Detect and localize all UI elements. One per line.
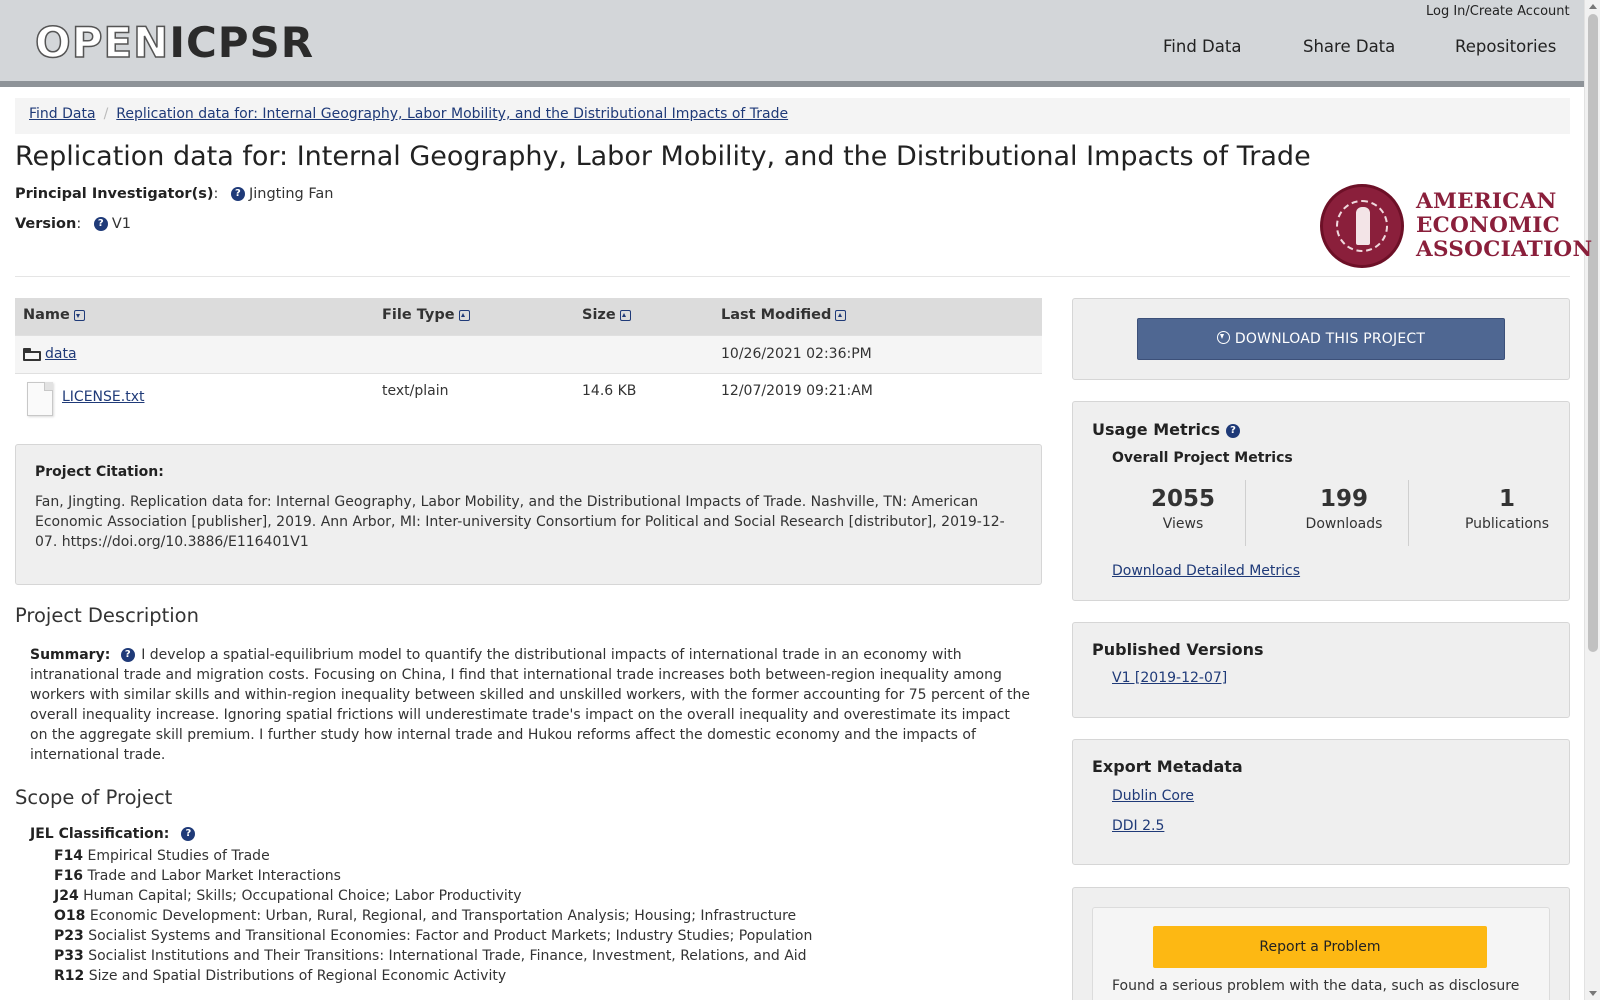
file-icon [27,382,53,416]
folder-icon [23,348,41,361]
sort-up-icon[interactable] [459,310,470,321]
page-title: Replication data for: Internal Geography, Labor Mobility, and the Distributional Impacts of Trade [15,141,1311,172]
nav-find-data[interactable]: Find Data [1163,37,1242,56]
export-metadata-title: Export Metadata [1092,757,1243,776]
usage-metrics-panel [1072,401,1570,601]
help-icon[interactable]: ? [231,187,245,201]
column-size-header[interactable]: Size [582,307,631,323]
sort-up-icon[interactable] [835,310,846,321]
download-project-button[interactable]: DOWNLOAD THIS PROJECT [1137,318,1505,360]
project-description-heading: Project Description [15,604,199,627]
ddi-link[interactable]: DDI 2.5 [1112,818,1165,834]
help-icon[interactable]: ? [181,827,195,841]
file-size: 14.6 KB [582,383,637,399]
help-icon[interactable]: ? [94,217,108,231]
report-problem-button[interactable]: Report a Problem [1153,926,1487,968]
file-name-link[interactable]: data [45,346,77,362]
divider [15,276,1570,277]
file-table [15,298,1042,435]
scroll-up-arrow-icon[interactable] [1589,4,1597,9]
table-row[interactable] [15,335,1042,373]
column-modified-header[interactable]: Last Modified [721,307,846,323]
download-metrics-link[interactable]: Download Detailed Metrics [1112,563,1301,579]
help-icon[interactable]: ? [1226,424,1240,438]
breadcrumb [15,98,1570,134]
scope-heading: Scope of Project [15,786,173,809]
list-item: J24 Human Capital; Skills; Occupational Choice; Labor Productivity [54,888,522,904]
jel-list [54,846,812,986]
breadcrumb-find-data[interactable]: Find Data [29,106,96,122]
list-item: R12 Size and Spatial Distributions of Regional Economic Activity [54,968,507,984]
dublin-core-link[interactable]: Dublin Core [1112,788,1195,804]
citation-label: Project Citation: [35,464,164,480]
list-item: P33 Socialist Institutions and Their Transitions: International Trade, Finance, Investment, Relations, and Aid [54,948,807,964]
list-item: F16 Trade and Labor Market Interactions [54,868,341,884]
views-metric: 2055 Views [1150,486,1215,532]
version-value: V1 [111,216,131,232]
openicpsr-logo[interactable]: OPENICPSR [35,18,315,67]
download-icon [1217,331,1230,344]
version-row: Version: ? V1 [15,216,131,232]
principal-investigator-row: Principal Investigator(s): ? Jingting Fan [15,186,334,202]
project-citation [15,444,1042,585]
report-problem-text: Found a serious problem with the data, such as disclosure [1112,978,1520,994]
export-metadata-panel [1072,739,1570,865]
file-type: text/plain [382,383,449,399]
list-item: O18 Economic Development: Urban, Rural, Regional, and Transportation Analysis; Housing; Infrastructure [54,908,797,924]
file-modified: 10/26/2021 02:36:PM [721,346,872,362]
sort-up-icon[interactable] [620,310,631,321]
help-icon[interactable]: ? [121,648,135,662]
overall-metrics-label: Overall Project Metrics [1112,450,1293,466]
breadcrumb-separator: / [103,106,109,122]
site-header [0,0,1584,87]
list-item: F14 Empirical Studies of Trade [54,848,270,864]
nav-repositories[interactable]: Repositories [1455,37,1557,56]
column-name-header[interactable]: Name [23,307,85,323]
login-link[interactable]: Log In/Create Account [1426,4,1570,19]
list-item: P23 Socialist Systems and Transitional Economies: Factor and Product Markets; Industry Studies; Population [54,928,813,944]
download-panel [1072,298,1570,380]
column-filetype-header[interactable]: File Type [382,307,470,323]
citation-text: Fan, Jingting. Replication data for: Internal Geography, Labor Mobility, and the Distributional Impacts of Trade. Nashville, TN: American Economic Association [publisher], 2019. Ann Arbor, MI: Inter-university Consortium for Political and Social Research [distributor], 2019-12-07. https://doi.org/10.3886/E116401V1 [35,494,1005,550]
summary-text: I develop a spatial-equilibrium model to quantify the distributional impacts of international trade in an economy with intranational trade and migration costs. Focusing on China, I find that international trade increases both between-region inequality among workers with similar skills and within-region inequality between skilled and unskilled workers, with the former accounting for 75 percent of the overall inequality increase. Ignoring spatial frictions will underestimate trade's impact on the overall inequality and overestimate its impact on the aggregate skill premium. I further study how internal trade and Hukou reforms affect the domestic economy and the impacts of international trade. [30,647,1030,763]
version-link[interactable]: V1 [2019-12-07] [1112,670,1228,686]
published-versions-title: Published Versions [1092,640,1264,659]
jel-classification-label: JEL Classification: ? [30,826,199,842]
sort-down-icon[interactable] [74,310,85,321]
published-versions-panel [1072,622,1570,718]
file-modified: 12/07/2019 09:21:AM [721,383,873,399]
aea-logo: AMERICAN ECONOMIC ASSOCIATION [1320,184,1572,268]
usage-metrics-title: Usage Metrics ? [1092,420,1244,439]
pi-name: Jingting Fan [248,186,334,202]
scrollbar-thumb[interactable] [1588,14,1598,652]
downloads-metric: 199 Downloads [1305,486,1383,532]
breadcrumb-current[interactable]: Replication data for: Internal Geography, Labor Mobility, and the Distributional Impacts of Trade [116,106,789,122]
aea-seal-icon [1320,184,1404,268]
table-row[interactable] [15,373,1042,435]
nav-share-data[interactable]: Share Data [1303,37,1396,56]
file-name-link[interactable]: LICENSE.txt [62,389,145,405]
publications-metric: 1 Publications [1464,486,1550,532]
scroll-down-arrow-icon[interactable] [1589,991,1597,996]
report-problem-panel [1072,887,1570,1000]
summary: Summary: ? I develop a spatial-equilibrium model to quantify the distributional impacts of international trade in an economy with intranational trade and migration costs. Focusing on China, I find that international trade increases both between-region inequality among workers with similar skills and within-region inequality between skilled and unskilled workers, with the former accounting for 75 percent of the overall inequality increase. Ignoring spatial frictions will underestimate trade's impact on the overall inequality and overestimate its impact on the aggregate skill premium. I further study how internal trade and Hukou reforms affect the domestic economy and the impacts of international trade. [30,647,1030,763]
file-table-header [15,298,1042,335]
